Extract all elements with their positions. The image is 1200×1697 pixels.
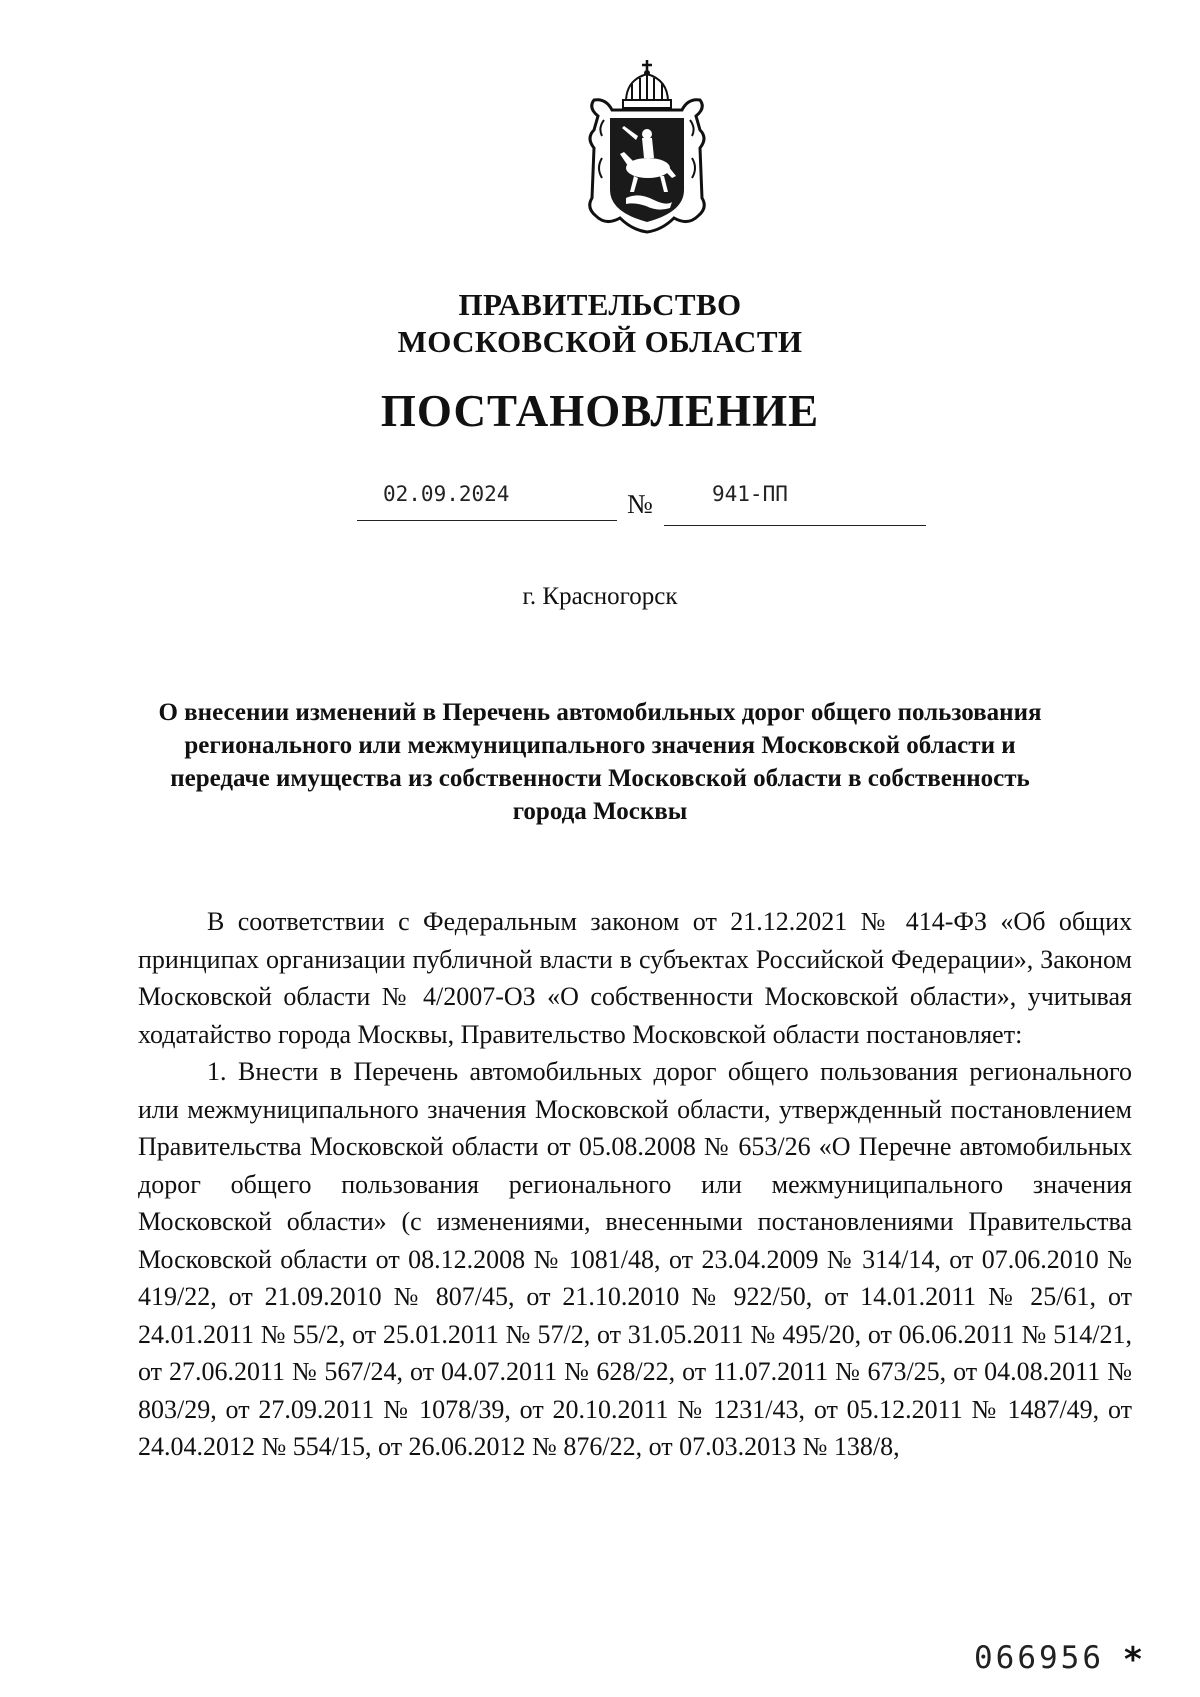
city: г. Красногорск	[522, 583, 678, 610]
government-title-line2: МОСКОВСКОЙ ОБЛАСТИ	[397, 324, 803, 359]
government-title	[0, 286, 1200, 360]
date-underline	[357, 520, 617, 521]
body-paragraph-preamble: В соответствии с Федеральным законом от 21.12.2021 № 414-ФЗ «Об общих принципах организации публичной власти в субъектах Российской Федерации», Законом Московской области № 4/2007-ОЗ «О собственности Московской области», учитывая ходатайство города Москвы, Правительство Московской области постановляет:	[138, 907, 1132, 1049]
document-type: ПОСТАНОВЛЕНИЕ	[380, 386, 820, 436]
number-sign: №	[627, 489, 653, 519]
document-number: 941-ПП	[712, 482, 788, 506]
coat-of-arms-icon	[576, 58, 718, 234]
asterisk-mark: *	[1124, 1640, 1142, 1680]
body-paragraph-item-1: 1. Внести в Перечень автомобильных дорог общего пользования регионального или межмуниципального значения Московской области, утвержденный постановлением Правительства Московской области от 05.08.2008 № 653/26 «О Перечне автомобильных дорог общего пользования регионального или межмуниципального значения Московской области» (с изменениями, внесенными постановлениями Правительства Московской области от 08.12.2008 № 1081/48, от 23.04.2009 № 314/14, от 07.06.2010 № 419/22, от 21.09.2010 № 807/45, от 21.10.2010 № 922/50, от 14.01.2011 № 25/61, от 24.01.2011 № 55/2, от 25.01.2011 № 57/2, от 31.05.2011 № 495/20, от 06.06.2011 № 514/21, от 27.06.2011 № 567/24, от 04.07.2011 № 628/22, от 11.07.2011 № 673/25, от 04.08.2011 № 803/29, от 27.09.2011 № 1078/39, от 20.10.2011 № 1231/43, от 05.12.2011 № 1487/49, от 24.04.2012 № 554/15, от 26.06.2012 № 876/22, от 07.03.2013 № 138/8,	[138, 1057, 1132, 1461]
number-underline	[664, 525, 926, 526]
government-title-line1: ПРАВИТЕЛЬСТВО	[458, 287, 742, 322]
document-date: 02.09.2024	[383, 482, 510, 506]
document-subject: О внесении изменений в Перечень автомобильных дорог общего пользования регионального или межмуниципального значения Московской области и передаче имущества из собственности Московской области в собственность города Москвы	[158, 699, 1042, 825]
serial-number: 066956	[974, 1640, 1104, 1676]
document-body	[138, 903, 1132, 1466]
